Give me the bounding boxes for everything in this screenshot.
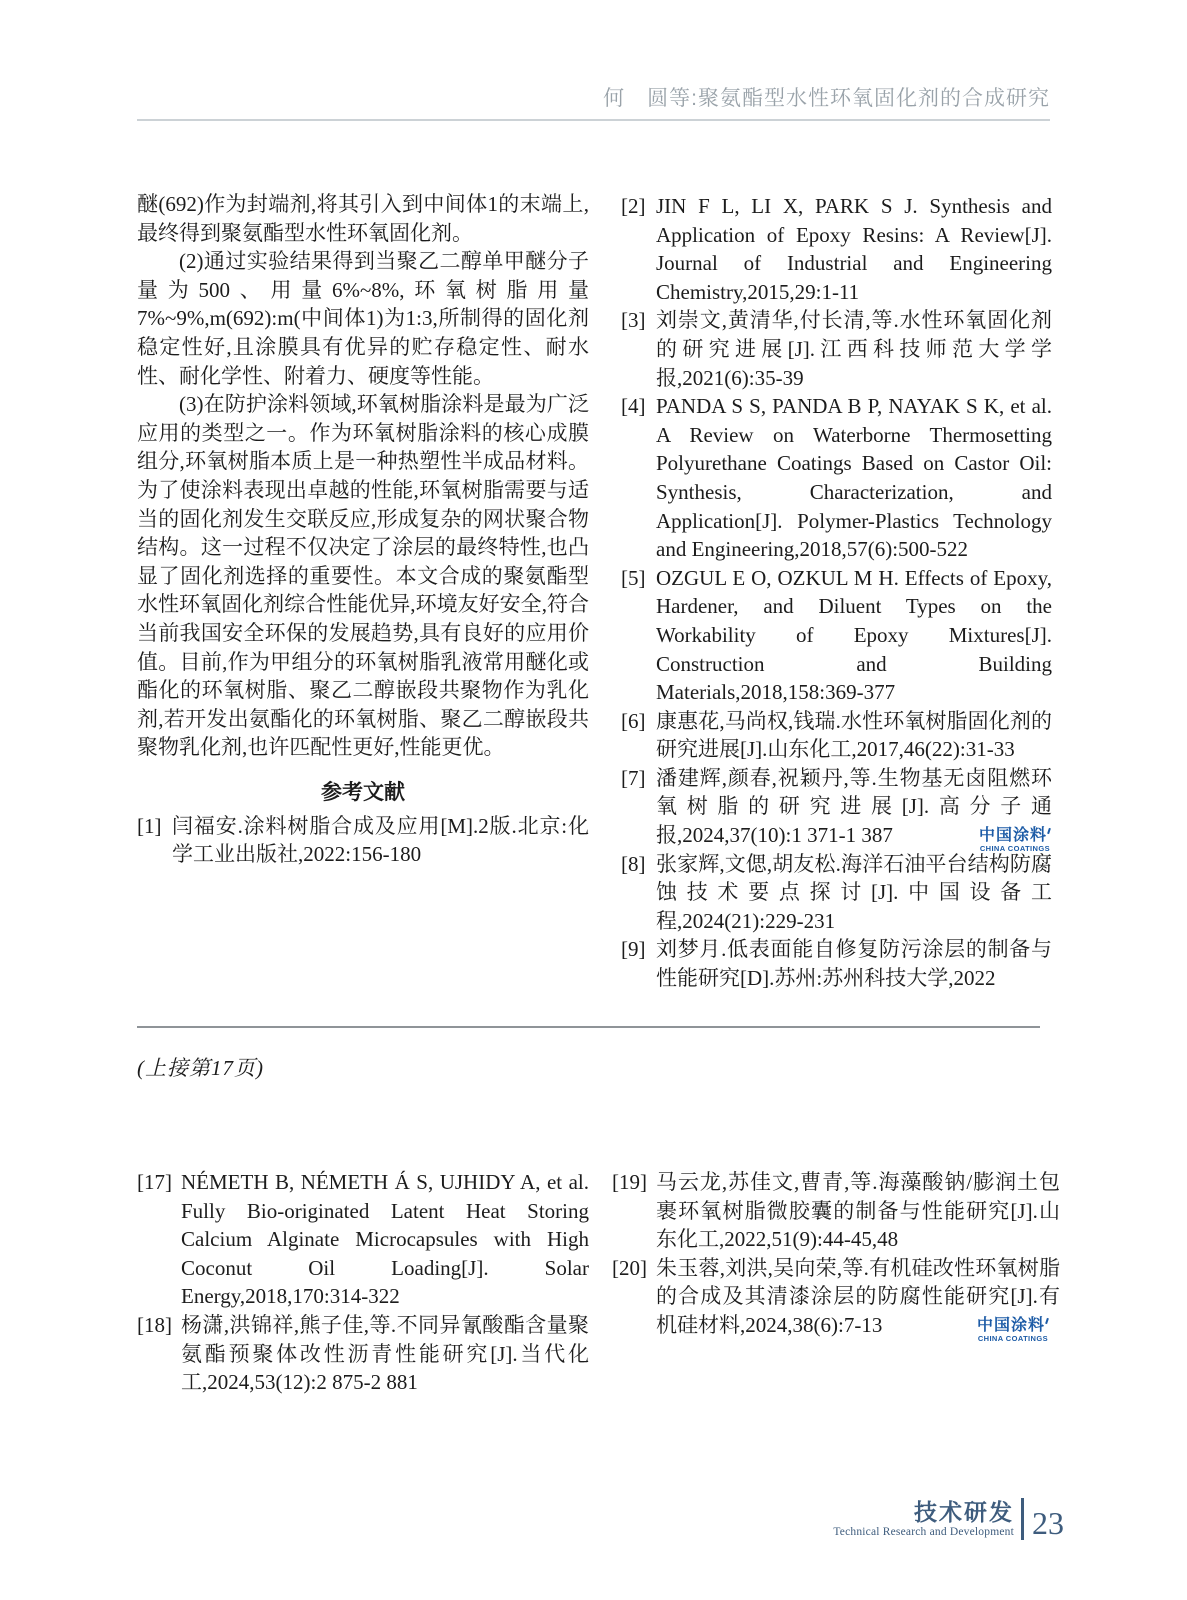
reference-label: [7] — [621, 765, 646, 790]
reference-item-8 — [621, 850, 1052, 936]
reference-text: 康惠花,马尚权,钱瑞.水性环氧树脂固化剂的研究进展[J].山东化工,2017,46(22):31-33 — [656, 708, 1052, 762]
reference-label: [18] — [137, 1312, 172, 1337]
reference-label: [2] — [621, 194, 646, 218]
reference-text: 闫福安.涂料树脂合成及应用[M].2版.北京:化学工业出版社,2022:156-180 — [172, 813, 589, 867]
reference-item-1 — [137, 812, 589, 869]
logo-text-zh: 中国涂料 — [948, 1318, 1048, 1335]
reference-item-18 — [137, 1311, 589, 1397]
reference-text: OZGUL E O, OZKUL M H. Effects of Epoxy, Hardener, and Diluent Types on the Workability of Epoxy Mixtures[J]. Construction and Building Materials,2018,158:369-377 — [656, 565, 1052, 705]
continuation-note: (上接第17页) — [137, 1056, 264, 1080]
reference-text: 张家辉,文偲,胡友松.海洋石油平台结构防腐蚀技术要点探讨[J].中国设备工程,2024(21):229-231 — [656, 851, 1052, 933]
section-divider — [137, 1026, 1040, 1028]
footer-section-title: 技术研发 — [914, 1498, 1014, 1525]
logo-text-en: CHINA COATINGS — [977, 1333, 1048, 1343]
reference-label: [19] — [612, 1170, 647, 1194]
logo-text-en: CHINA COATINGS — [979, 843, 1050, 853]
reference-label: [4] — [621, 394, 646, 419]
running-head: 何 圆等:聚氨酯型水性环氧固化剂的合成研究 — [603, 87, 1050, 110]
china-coatings-logo — [948, 1318, 1048, 1343]
footer-section — [833, 1499, 1021, 1540]
paragraph-conclusion-2: (2)通过实验结果得到当聚乙二醇单甲醚分子量为500、用量6%~8%,环氧树脂用量7%~9%,m(692):m(中间体1)为1:3,所制得的固化剂稳定性好,且涂膜具有优异的贮存稳定性、耐水性、耐化学性、附着力、硬度等性能。 — [137, 249, 589, 388]
reference-item-19 — [612, 1168, 1060, 1254]
reference-text: PANDA S S, PANDA B P, NAYAK S K, et al. A Review on Waterborne Thermosetting Polyurethane Coatings Based on Castor Oil: Synthesis, Characterization, and Application[J]. Polymer-Plastics Technology and Engineering,2018,57(6):500-522 — [656, 394, 1052, 562]
reference-text: 朱玉蓉,刘洪,吴向荣,等.有机硅改性环氧树脂的合成及其清漆涂层的防腐性能研究[J].有机硅材料,2024,38(6):7-13 — [656, 1255, 1060, 1337]
reference-item-17 — [137, 1168, 589, 1311]
reference-text: 杨潇,洪锦祥,熊子佳,等.不同异氰酸酯含量聚氨酯预聚体改性沥青性能研究[J].当代化工,2024,53(12):2 875-2 881 — [181, 1312, 589, 1395]
reference-item-6 — [621, 707, 1052, 764]
logo-text-zh: 中国涂料 — [950, 828, 1050, 845]
footer-section-subtitle: Technical Research and Development — [833, 1526, 1014, 1539]
reference-text: JIN F L, LI X, PARK S J. Synthesis and Application of Epoxy Resins: A Review[J]. Journal of Industrial and Engineering Chemistry,2015,29:1-11 — [656, 194, 1052, 304]
reference-item-3 — [621, 306, 1052, 392]
china-coatings-logo — [950, 828, 1050, 853]
reference-label: [17] — [137, 1170, 172, 1194]
page-header — [137, 82, 1050, 121]
right-column-top — [621, 192, 1052, 993]
reference-item-9 — [621, 935, 1052, 992]
reference-item-2 — [621, 192, 1052, 306]
paragraph-continuation: 醚(692)作为封端剂,将其引入到中间体1的末端上,最终得到聚氨酯型水性环氧固化剂。 — [137, 192, 589, 245]
reference-label: [5] — [621, 565, 646, 590]
paragraph-conclusion-3: (3)在防护涂料领域,环氧树脂涂料是最为广泛应用的类型之一。作为环氧树脂涂料的核心成膜组分,环氧树脂本质上是一种热塑性半成品材料。为了使涂料表现出卓越的性能,环氧树脂需要与适当的固化剂发生交联反应,形成复杂的网状聚合物结构。这一过程不仅决定了涂层的最终特性,也凸显了固化剂选择的重要性。本文合成的聚氨酯型水性环氧固化剂综合性能优异,环境友好安全,符合当前我国安全环保的发展趋势,具有良好的应用价值。目前,作为甲组分的环氧树脂乳液常用醚化或酯化的环氧树脂、聚乙二醇嵌段共聚物作为乳化剂,若开发出氨酯化的环氧树脂、聚乙二醇嵌段共聚物乳化剂,也许匹配性更好,性能更优。 — [137, 392, 589, 760]
reference-label: [3] — [621, 308, 646, 333]
reference-label: [6] — [621, 708, 646, 733]
right-column-bottom — [612, 1168, 1060, 1340]
references-heading: 参考文献 — [321, 779, 405, 804]
reference-text: NÉMETH B, NÉMETH Á S, UJHIDY A, et al. Fully Bio-originated Latent Heat Storing Calcium Alginate Microcapsules with High Coconut Oil Loading[J]. Solar Energy,2018,170:314-322 — [181, 1170, 589, 1309]
left-column-bottom — [137, 1168, 589, 1397]
reference-text: 刘梦月.低表面能自修复防污涂层的制备与性能研究[D].苏州:苏州科技大学,2022 — [656, 937, 1052, 991]
left-column-top — [137, 190, 589, 869]
reference-label: [1] — [137, 813, 162, 838]
reference-label: [9] — [621, 937, 646, 962]
reference-label: [8] — [621, 851, 646, 876]
reference-item-4 — [621, 392, 1052, 564]
reference-label: [20] — [612, 1255, 647, 1280]
page-footer — [780, 1498, 1064, 1540]
reference-text: 刘崇文,黄清华,付长清,等.水性环氧固化剂的研究进展[J].江西科技师范大学学报,2021(6):35-39 — [656, 308, 1052, 390]
reference-text: 潘建辉,颜春,祝颖丹,等.生物基无卤阻燃环氧树脂的研究进展[J].高分子通报,2024,37(10):1 371-1 387 — [656, 765, 1052, 848]
reference-text: 马云龙,苏佳文,曹青,等.海藻酸钠/膨润土包裹环氧树脂微胶囊的制备与性能研究[J].山东化工,2022,51(9):44-45,48 — [656, 1170, 1060, 1252]
reference-item-5 — [621, 564, 1052, 707]
footer-page-number: 23 — [1032, 1505, 1064, 1541]
